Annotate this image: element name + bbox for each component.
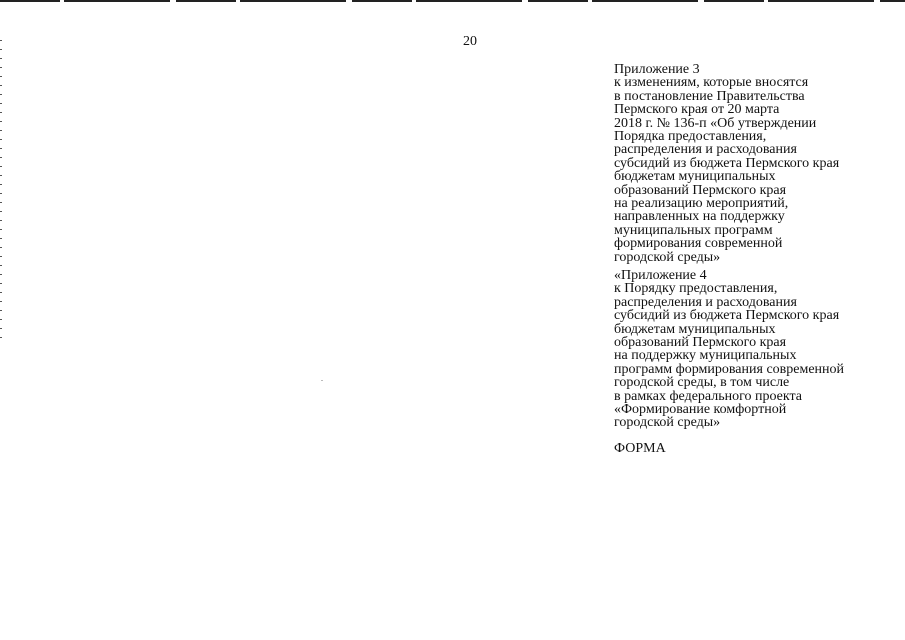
appendix-4-line: городской среды» [614, 415, 721, 431]
appendix-3-line: направленных на поддержку [614, 209, 785, 225]
appendix-3-line: городской среды» [614, 249, 721, 265]
appendix-3-line: к изменениям, которые вносятся [614, 75, 809, 91]
appendix-3-line: на реализацию мероприятий, [614, 196, 789, 212]
appendix-4-line: городской среды, в том числе [614, 375, 790, 391]
appendix-3-line: муниципальных программ [614, 222, 773, 238]
appendix-4-line: в рамках федерального проекта [614, 388, 803, 404]
appendix-3-line: формирования современной [614, 236, 783, 252]
appendix-3-line: распределения и расходования [614, 142, 797, 158]
appendix-4-line: образований Пермского края [614, 335, 787, 351]
scan-top-border [0, 0, 905, 2]
scan-left-edge [0, 40, 2, 340]
appendix-3-line: Порядка предоставления, [614, 129, 767, 145]
appendix-3-heading [614, 63, 894, 264]
appendix-3-line: 2018 г. № 136-п «Об утверждении [614, 115, 817, 131]
appendix-4-line: «Формирование комфортной [614, 402, 787, 418]
scan-speck [321, 380, 323, 381]
form-label: ФОРМА [614, 441, 666, 456]
appendix-3-line: Приложение 3 [614, 62, 700, 77]
appendix-3-line: в постановление Правительства [614, 88, 805, 104]
appendix-4-line: к Порядку предоставления, [614, 281, 778, 297]
appendix-4-line: бюджетам муниципальных [614, 321, 776, 337]
appendix-4-line: на поддержку муниципальных [614, 348, 797, 364]
appendix-3-line: субсидий из бюджета Пермского края [614, 155, 840, 171]
appendix-4-line: распределения и расходования [614, 294, 797, 310]
appendix-4-heading [614, 269, 894, 430]
appendix-3-line: бюджетам муниципальных [614, 169, 776, 185]
appendix-4-line: программ формирования современной [614, 361, 845, 377]
appendix-3-line: образований Пермского края [614, 182, 787, 198]
appendix-4-line: «Приложение 4 [614, 268, 707, 283]
appendix-4-line: субсидий из бюджета Пермского края [614, 308, 840, 324]
appendix-3-line: Пермского края от 20 марта [614, 102, 780, 118]
page-number: 20 [463, 34, 477, 49]
